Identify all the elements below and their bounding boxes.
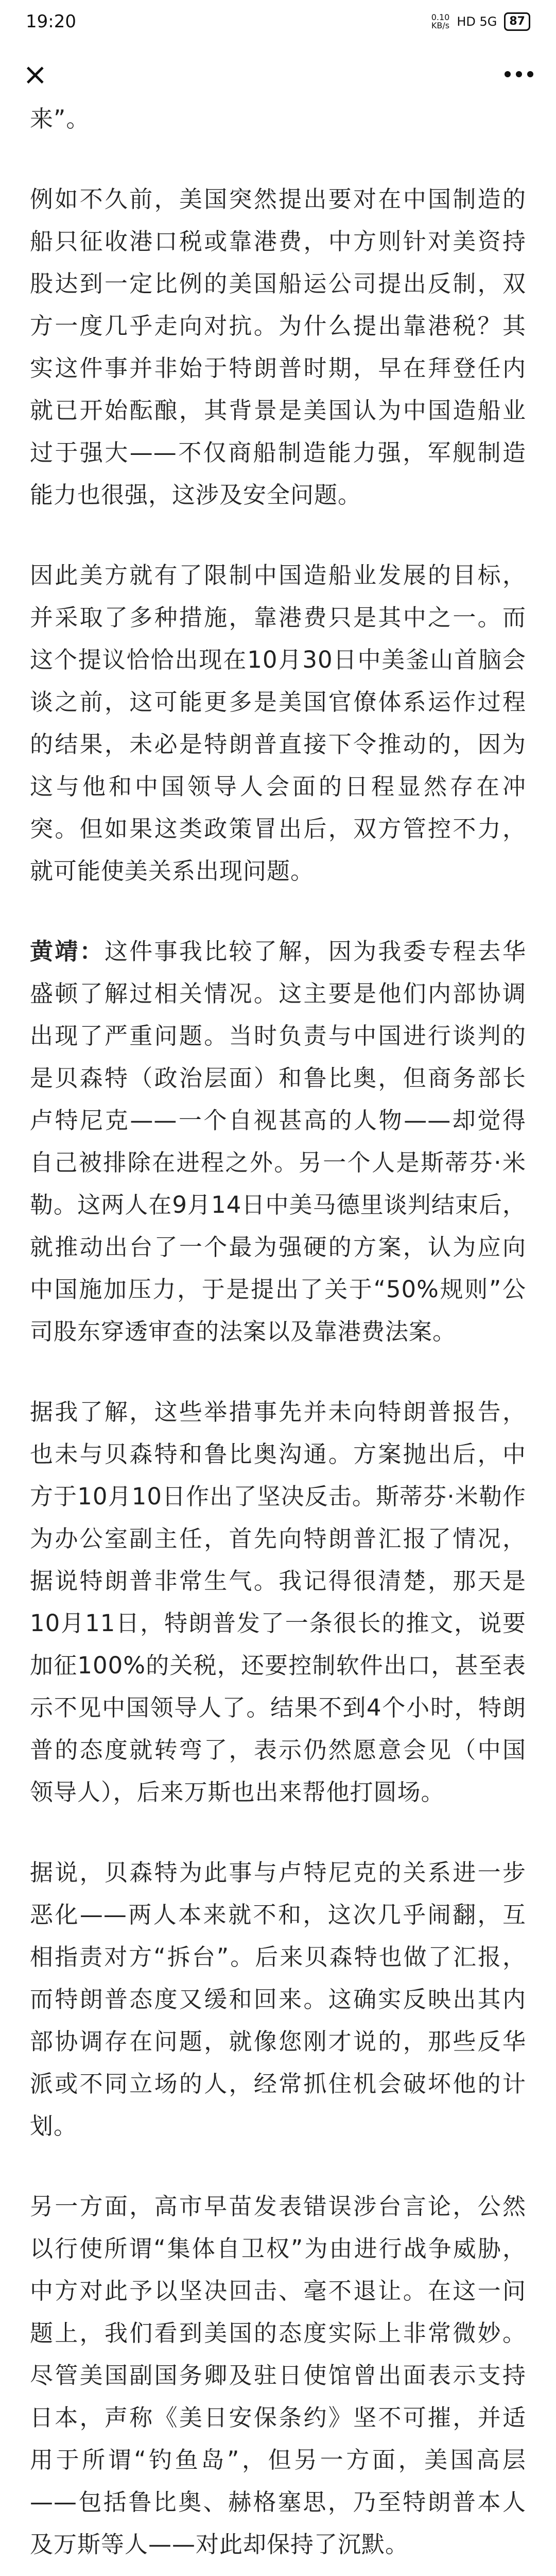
speaker-name: 黄靖：: [30, 938, 105, 965]
more-options-icon[interactable]: [505, 71, 533, 77]
nav-bar: [0, 43, 556, 105]
article-paragraph: [30, 554, 526, 892]
status-time: 19:20: [26, 11, 76, 32]
close-icon[interactable]: ×: [23, 57, 48, 92]
paragraph-text: 另一方面，高市早苗发表错误涉台言论，公然以行使所谓“集体自卫权”为由进行战争威胁，中方对此予以坚决回击、毫不退让。在这一问题上，我们看到美国的态度实际上非常微妙。尽管美国副国务卿及驻日使馆曾出面表示支持日本，声称《美日安保条约》坚不可摧，并适用于所谓“钓鱼岛”，但另一方面，美国高层——包括鲁比奥、赫格塞思，乃至特朗普本人及万斯等人——对此却保持了沉默。: [30, 2193, 526, 2558]
article-paragraph: [30, 1391, 526, 1814]
article-paragraph: [30, 98, 526, 140]
paragraph-text: 这件事我比较了解，因为我委专程去华盛顿了解过相关情况。这主要是他们内部协调出现了严重问题。当时负责与中国进行谈判的是贝森特（政治层面）和鲁比奥，但商务部长卢特尼克——一个自视甚高的人物——却觉得自己被排除在进程之外。另一个人是斯蒂芬·米勒。这两人在9月14日中美马德里谈判结束后，就推动出台了一个最为强硬的方案，认为应向中国施加压力，于是提出了关于“50%规则”公司股东穿透审查的法案以及靠港费法案。: [30, 938, 526, 1345]
network-type: HD 5G: [457, 14, 497, 29]
article-body: [30, 98, 526, 2576]
status-bar: [0, 0, 556, 43]
battery-level: 87: [509, 15, 525, 28]
article-paragraph: [30, 178, 526, 516]
paragraph-text: 例如不久前，美国突然提出要对在中国制造的船只征收港口税或靠港费，中方则针对美资持股达到一定比例的美国船运公司提出反制，双方一度几乎走向对抗。为什么提出靠港税？其实这件事并非始于特朗普时期，早在拜登任内就已开始酝酿，其背景是美国认为中国造船业过于强大——不仅商船制造能力强，军舰制造能力也很强，这涉及安全问题。: [30, 185, 526, 509]
article-paragraph: [30, 1852, 526, 2147]
status-indicators: [431, 12, 530, 31]
battery-icon: [504, 12, 530, 31]
article-paragraph: [30, 2185, 526, 2566]
paragraph-text: 据我了解，这些举措事先并未向特朗普报告，也未与贝森特和鲁比奥沟通。方案抛出后，中方于10月10日作出了坚决反击。斯蒂芬·米勒作为办公室副主任，首先向特朗普汇报了情况，据说特朗普非常生气。我记得很清楚，那天是10月11日，特朗普发了一条很长的推文，说要加征100%的关税，还要控制软件出口，甚至表示不见中国领导人了。结果不到4个小时，特朗普的态度就转弯了，表示仍然愿意会见（中国领导人），后来万斯也出来帮他打圆场。: [30, 1398, 526, 1806]
paragraph-text: 来”。: [30, 105, 90, 132]
paragraph-text: 因此美方就有了限制中国造船业发展的目标，并采取了多种措施，靠港费只是其中之一。而这个提议恰恰出现在10月30日中美釜山首脑会谈之前，这可能更多是美国官僚体系运作过程的结果，未必是特朗普直接下令推动的，因为这与他和中国领导人会面的日程显然存在冲突。但如果这类政策冒出后，双方管控不力，就可能使美关系出现问题。: [30, 562, 526, 885]
article-paragraph: [30, 930, 526, 1353]
network-speed: 0.10 KB/s: [431, 12, 450, 30]
paragraph-text: 据说，贝森特为此事与卢特尼克的关系进一步恶化——两人本来就不和，这次几乎闹翻，互相指责对方“拆台”。后来贝森特也做了汇报，而特朗普态度又缓和回来。这确实反映出其内部协调存在问题，就像您刚才说的，那些反华派或不同立场的人，经常抓住机会破坏他的计划。: [30, 1859, 526, 2140]
